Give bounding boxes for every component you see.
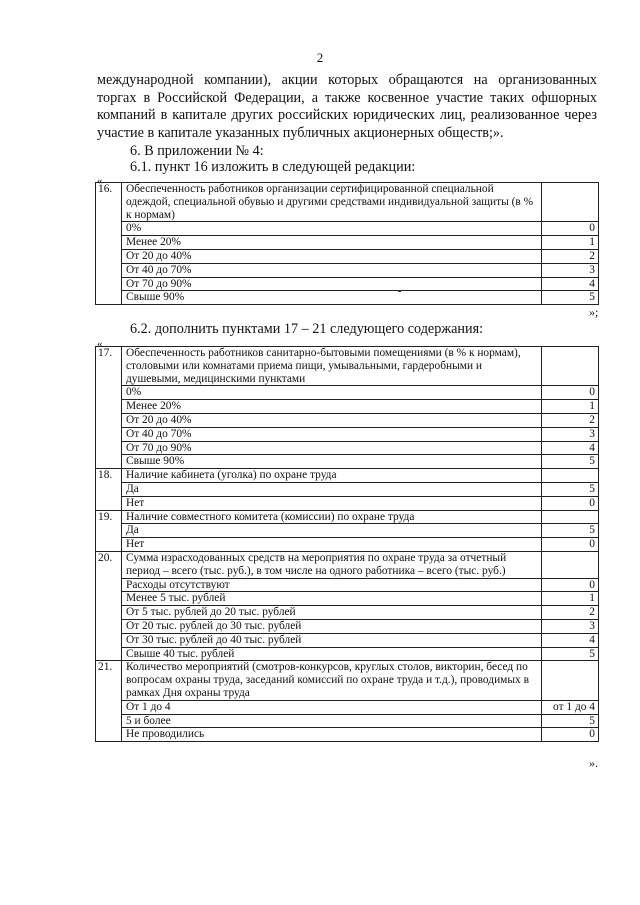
option-label: Менее 20% [122,400,542,414]
option-score: 5 [542,647,599,661]
criterion-number: 20. [96,551,122,660]
option-score: 5 [542,455,599,469]
option-row [96,455,599,469]
option-row [96,441,599,455]
option-score: 0 [542,728,599,742]
option-row [96,538,599,552]
criterion-row [96,183,599,222]
option-row [96,249,599,263]
option-row [96,277,599,291]
criterion-score-blank [542,469,599,483]
option-row [96,400,599,414]
option-score: 5 [542,482,599,496]
criterion-title: Наличие совместного комитета (комиссии) по охране труда [122,510,542,524]
option-score: 0 [542,538,599,552]
option-label: Менее 20% [122,236,542,250]
option-score: 0 [542,578,599,592]
criterion-score-blank [542,551,599,578]
option-row [96,578,599,592]
criterion-number: 21. [96,661,122,742]
option-score: 3 [542,263,599,277]
option-row [96,413,599,427]
option-label: От 40 до 70% [122,263,542,277]
criterion-number: 19. [96,510,122,551]
option-label: От 20 до 40% [122,249,542,263]
option-score: 1 [542,592,599,606]
option-score: 5 [542,524,599,538]
option-label: От 30 тыс. рублей до 40 тыс. рублей [122,633,542,647]
option-score: 3 [542,619,599,633]
option-label: Менее 5 тыс. рублей [122,592,542,606]
criterion-number: 16. [96,183,122,305]
option-label: Да [122,482,542,496]
option-row [96,236,599,250]
option-score: 4 [542,441,599,455]
option-label: Нет [122,538,542,552]
option-row [96,700,599,714]
option-row [96,633,599,647]
criterion-title: Обеспеченность работников санитарно-бытовыми помещениями (в % к нормам), столовыми или комнатами приема пищи, умывальными, гардеробными и душевыми, медицинскими пунктами [122,347,542,386]
criterion-row [96,347,599,386]
option-label: Расходы отсутствуют [122,578,542,592]
criterion-row [96,510,599,524]
option-score: 5 [542,714,599,728]
criterion-row [96,551,599,578]
criterion-row [96,469,599,483]
option-label: От 5 тыс. рублей до 20 тыс. рублей [122,606,542,620]
criterion-row [96,661,599,700]
criterion-title: Обеспеченность работников организации сертифицированной специальной одеждой, специальной обувью и другими средствами индивидуальной защиты (в % к нормам) [122,183,542,222]
option-row [96,619,599,633]
option-row [96,647,599,661]
option-row [96,482,599,496]
option-row [96,263,599,277]
criterion-title: Количество мероприятий (смотров-конкурсов, круглых столов, викторин, бесед по вопросам охраны труда, заседаний комиссий по охране труда и т.д.), проводимых в рамках Дня охраны труда [122,661,542,700]
scan-mark [398,290,401,292]
option-score: 4 [542,633,599,647]
option-score: 0 [542,386,599,400]
section-6-heading: 6. В приложении № 4: [130,143,264,159]
option-row [96,606,599,620]
option-label: Да [122,524,542,538]
section-6-2-heading: 6.2. дополнить пунктами 17 – 21 следующего содержания: [130,321,484,337]
option-label: 0% [122,222,542,236]
option-label: От 20 тыс. рублей до 30 тыс. рублей [122,619,542,633]
criteria-table-17-21 [95,346,599,742]
criteria-table-16 [95,182,599,305]
option-label: Свыше 40 тыс. рублей [122,647,542,661]
option-label: 0% [122,386,542,400]
criterion-score-blank [542,661,599,700]
option-row [96,427,599,441]
option-label: От 70 до 90% [122,441,542,455]
option-row [96,728,599,742]
option-row [96,222,599,236]
criterion-score-blank [542,347,599,386]
criterion-number: 18. [96,469,122,510]
option-score: 1 [542,236,599,250]
criterion-score-blank [542,183,599,222]
open-quote-2: « [97,338,103,350]
option-label: Свыше 90% [122,455,542,469]
option-label: Свыше 90% [122,291,542,305]
option-row [96,714,599,728]
open-quote-1: « [97,175,103,187]
section-6-1-heading: 6.1. пункт 16 изложить в следующей редакции: [130,159,416,175]
option-row [96,524,599,538]
criterion-number: 17. [96,347,122,469]
end-quote-1: »; [589,305,599,319]
option-label: От 40 до 70% [122,427,542,441]
option-score: 1 [542,400,599,414]
option-label: От 20 до 40% [122,413,542,427]
criterion-title: Наличие кабинета (уголка) по охране труда [122,469,542,483]
option-row [96,291,599,305]
criterion-title: Сумма израсходованных средств на мероприятия по охране труда за отчетный период – всего (тыс. руб.), в том числе на одного работника – всего (тыс. руб.) [122,551,542,578]
option-score: 0 [542,222,599,236]
option-score: 3 [542,427,599,441]
option-label: Нет [122,496,542,510]
end-quote-2: ». [589,756,598,770]
criterion-score-blank [542,510,599,524]
option-row [96,496,599,510]
intro-text: международной компании), акции которых обращаются на организованных торгах в Российской Федерации, а также косвенное участие таких офшорных компаний в капитале других российских юридических лиц, реализованное через участие в капитале указанных публичных акционерных обществ;». [97,72,597,141]
option-score: 2 [542,413,599,427]
option-score: от 1 до 4 [542,700,599,714]
option-score: 0 [542,496,599,510]
option-label: От 1 до 4 [122,700,542,714]
option-score: 2 [542,249,599,263]
option-score: 4 [542,277,599,291]
option-label: Не проводились [122,728,542,742]
option-score: 5 [542,291,599,305]
option-score: 2 [542,606,599,620]
intro-paragraph [97,72,597,142]
option-label: От 70 до 90% [122,277,542,291]
option-row [96,592,599,606]
page-number: 2 [316,50,324,65]
option-label: 5 и более [122,714,542,728]
option-row [96,386,599,400]
